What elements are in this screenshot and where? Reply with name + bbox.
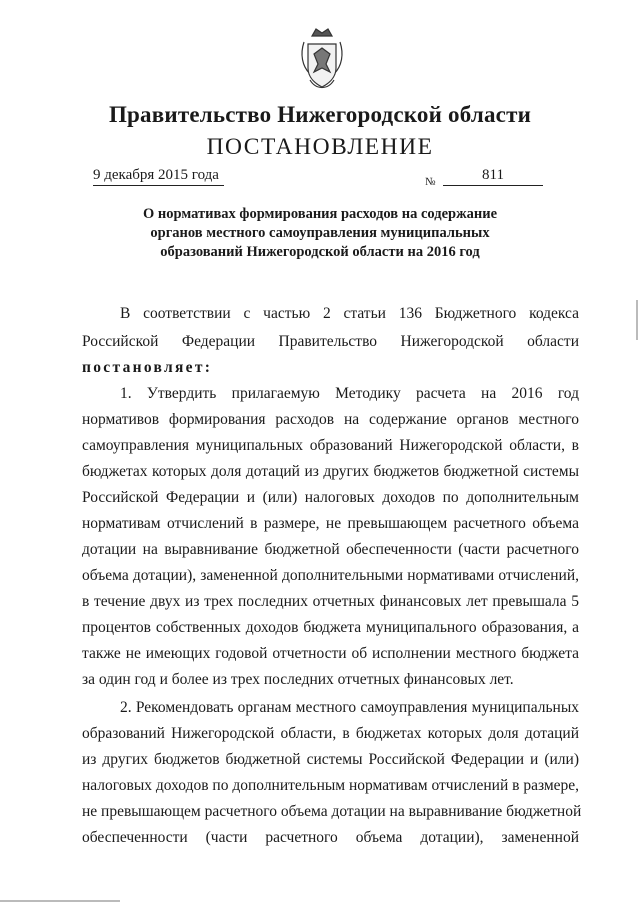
body-line: налоговых доходов по дополнительным нормативам отчислений в размере, bbox=[82, 777, 580, 794]
body-line: процентов собственных доходов бюджета муниципального образования, а bbox=[82, 619, 579, 636]
body-line: объема дотации), замененной дополнительными нормативами отчислений, bbox=[82, 567, 579, 584]
body-line: 1. Утвердить прилагаемую Методику расчета на 2016 год bbox=[120, 385, 579, 402]
scan-artifact bbox=[0, 900, 120, 902]
body-line: бюджетах которых доля дотаций из других бюджетов бюджетной системы bbox=[82, 463, 579, 480]
government-title: Правительство Нижегородской области bbox=[108, 102, 532, 127]
body-line: нормативов формирования расходов на содержание органов местного bbox=[82, 411, 579, 428]
coat-of-arms-icon bbox=[296, 24, 348, 94]
body-line: нормативам отчислений в размере, не превышающем расчетного объема bbox=[82, 515, 579, 532]
body-line: также не имеющих годовой отчетности об исполнении местного бюджета bbox=[82, 645, 579, 662]
document-subject bbox=[110, 205, 530, 262]
subject-line: О нормативах формирования расходов на содержание bbox=[142, 206, 498, 222]
body-line-decree: постановляет: bbox=[82, 359, 213, 376]
body-line: из других бюджетов бюджетной системы Российской Федерации и (или) bbox=[82, 751, 579, 768]
body-line: В соответствии с частью 2 статьи 136 Бюджетного кодекса bbox=[120, 305, 579, 322]
document-number: 811 bbox=[443, 167, 543, 186]
subject-line: органов местного самоуправления муниципальных bbox=[150, 225, 490, 241]
scan-artifact bbox=[636, 300, 638, 340]
document-date: 9 декабря 2015 года bbox=[93, 167, 224, 186]
body-line: дотации на выравнивание бюджетной обеспеченности (части расчетного bbox=[82, 541, 579, 558]
body-line: образований Нижегородской области, в бюджетах которых доля дотаций bbox=[82, 725, 579, 742]
body-line: 2. Рекомендовать органам местного самоуправления муниципальных bbox=[120, 699, 579, 716]
body-line: обеспеченности (части расчетного объема дотации), замененной bbox=[82, 829, 579, 846]
body-line: Российской Федерации Правительство Нижегородской области bbox=[82, 333, 579, 350]
number-label: № bbox=[425, 176, 436, 188]
body-line: самоуправления муниципальных образований Нижегородской области, в bbox=[82, 437, 579, 454]
subject-line: образований Нижегородской области на 2016 год bbox=[160, 244, 480, 260]
body-line: в течение двух из трех последних отчетных финансовых лет превышала 5 bbox=[82, 593, 579, 610]
body-line: за один год и более из трех последних отчетных финансовых лет. bbox=[82, 671, 514, 688]
document-type: ПОСТАНОВЛЕНИЕ bbox=[206, 134, 434, 160]
body-line: Российской Федерации и (или) налоговых доходов по дополнительным bbox=[82, 489, 579, 506]
body-line: не превышающем расчетного объема дотации на выравнивание бюджетной bbox=[82, 803, 582, 820]
